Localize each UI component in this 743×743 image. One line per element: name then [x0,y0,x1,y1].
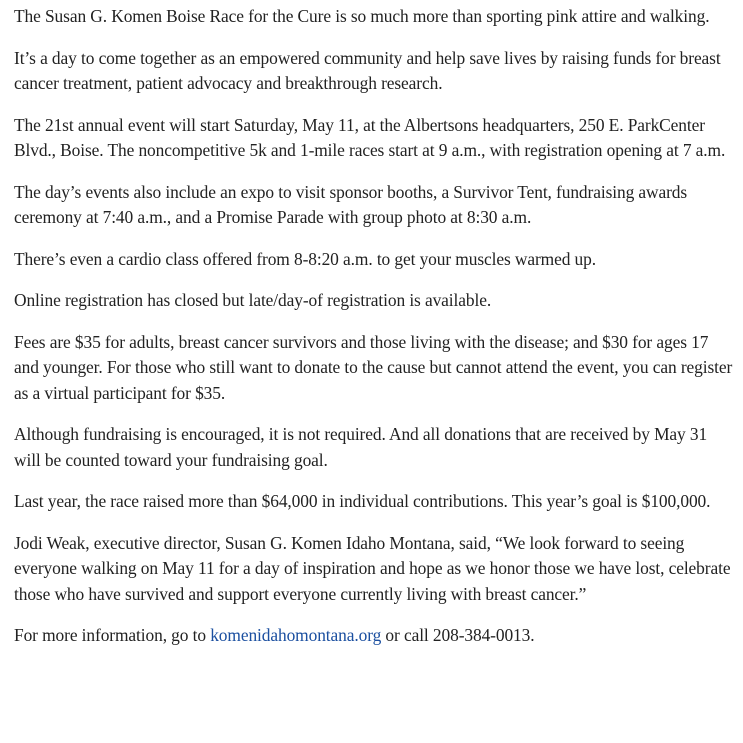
paragraph-intro: The Susan G. Komen Boise Race for the Cure is so much more than sporting pink attire and walking. [14,6,710,26]
paragraph-fundraising: Although fundraising is encouraged, it is not required. And all donations that are received by May 31 will be counted toward your fundraising goal. [14,424,708,470]
komen-website-link[interactable]: komenidahomontana.org [210,625,382,645]
paragraph-fees: Fees are $35 for adults, breast cancer survivors and those living with the disease; and $30 for ages 17 and younger. For those who still want to donate to the cause but cannot attend the event, you can register as a virtual participant for $35. [14,331,733,403]
paragraph-cardio-class: There’s even a cardio class offered from 8-8:20 a.m. to get your muscles warmed up. [14,248,596,269]
paragraph-events-schedule: The day’s events also include an expo to visit sponsor booths, a Survivor Tent, fundraising awards ceremony at 7:40 a.m., and a Promise Parade with group photo at 8:30 a.m. [14,181,688,227]
paragraph-quote: Jodi Weak, executive director, Susan G. Komen Idaho Montana, said, “We look forward to seeing everyone walking on May 11 for a day of inspiration and hope as we honor those we have lost, celebrate those who have survived and support everyone currently living with breast cancer.” [14,532,731,604]
more-info-prefix: For more information, go to [14,625,211,645]
paragraph-community: It’s a day to come together as an empowered community and help save lives by raising funds for breast cancer treatment, patient advocacy and breakthrough research. [14,47,721,93]
paragraph-registration: Online registration has closed but late/day-of registration is available. [14,290,492,310]
paragraph-event-details: The 21st annual event will start Saturday, May 11, at the Albertsons headquarters, 250 E. ParkCenter Blvd., Boise. The noncompetitive 5k and 1-mile races start at 9 a.m., with registration opening at 7 a.m. [14,114,726,160]
paragraph-last-year: Last year, the race raised more than $64,000 in individual contributions. This year’s goal is $100,000. [14,491,711,511]
more-info-suffix: or call 208-384-0013. [381,625,535,645]
paragraph-more-info [14,623,733,649]
